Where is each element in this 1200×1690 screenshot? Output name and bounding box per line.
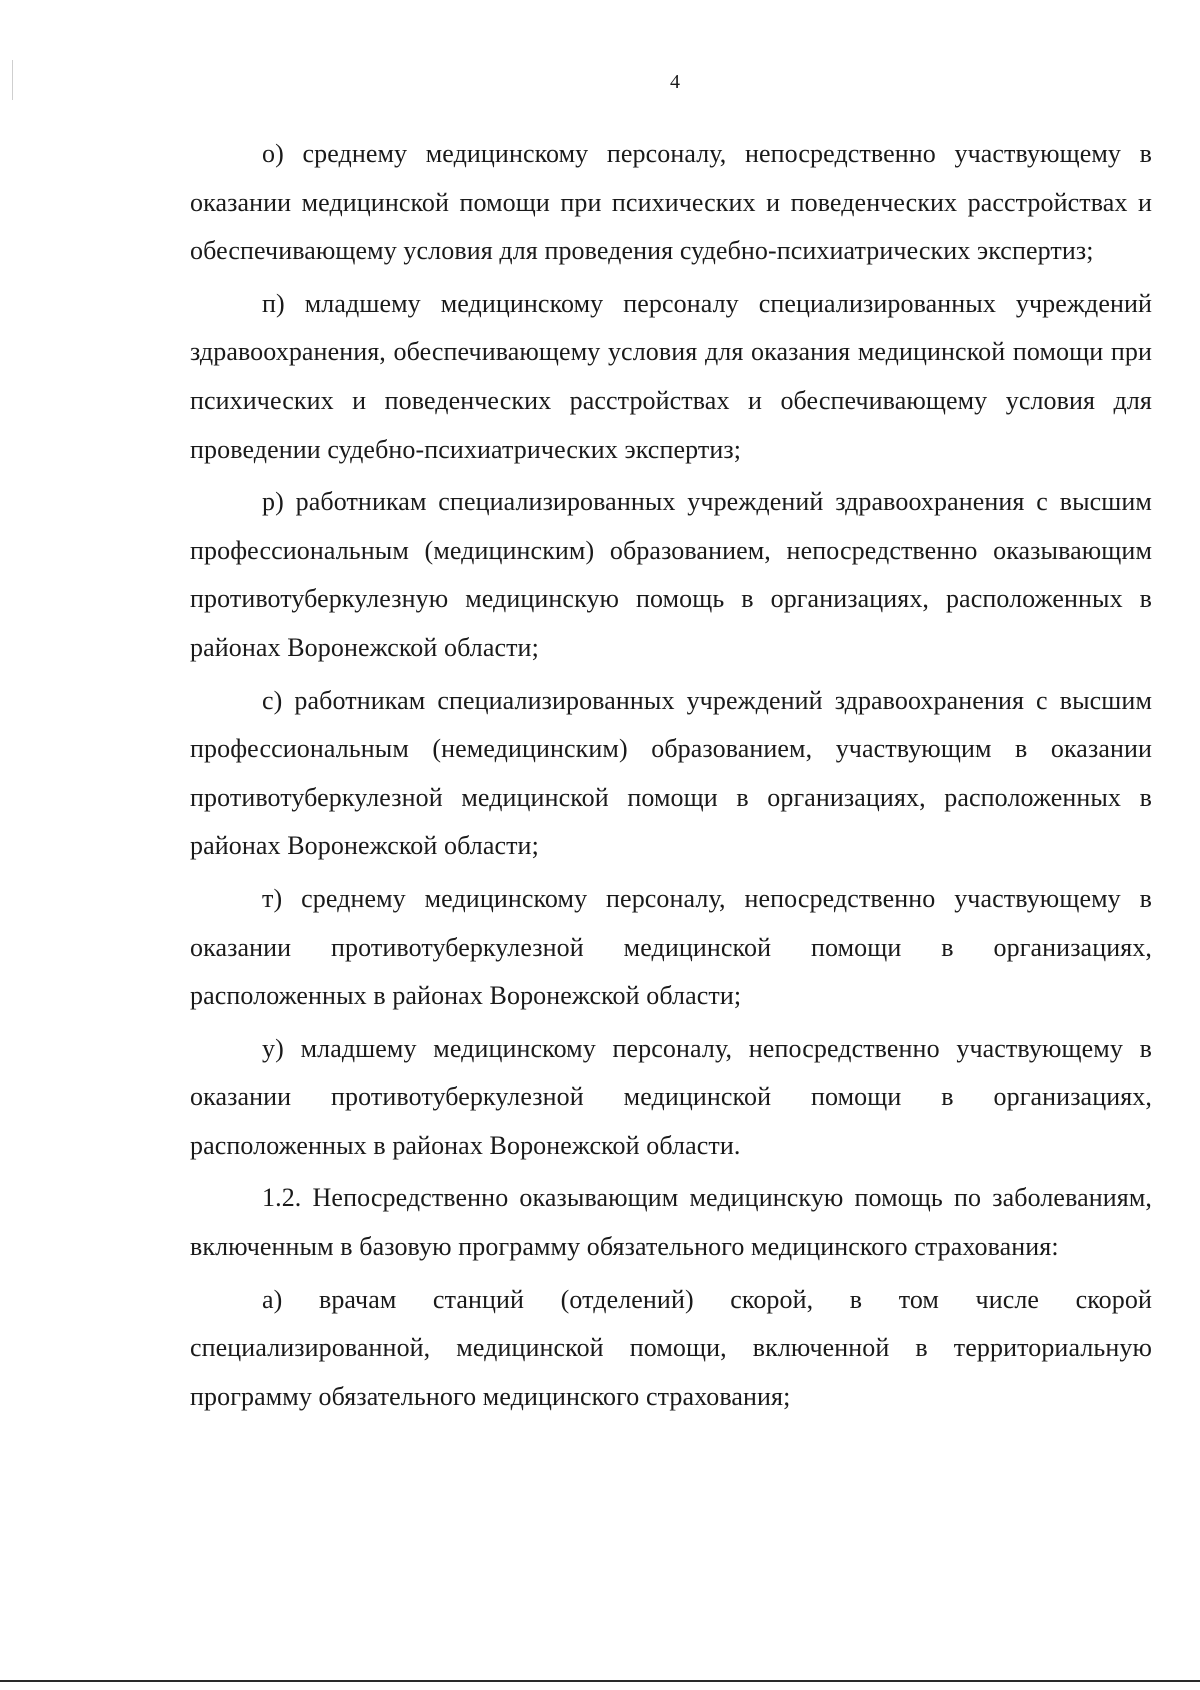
paragraph-t: т) среднему медицинскому персоналу, непосредственно участвующему в оказании противотуберкулезной медицинской помощи в организациях, расположенных в районах Воронежской области;: [190, 883, 1152, 1011]
paragraph-o: о) среднему медицинскому персоналу, непосредственно участвующему в оказании медицинской помощи при психических и поведенческих расстройствах и обеспечивающему условия для проведения судебно-психиатрических экспертиз;: [190, 139, 1152, 266]
paragraph-1-2: 1.2. Непосредственно оказывающим медицинскую помощь по заболеваниям, включенным в базовую программу обязательного медицинского страхования:: [190, 1183, 1152, 1262]
page-number: 4: [670, 71, 680, 93]
paragraph-p: п) младшему медицинскому персоналу специализированных учреждений здравоохранения, обеспечивающему условия для оказания медицинской помощи при психических и поведенческих расстройствах и обеспечивающему условия для проведении судебно-психиатрических экспертиз;: [190, 288, 1152, 464]
paragraph-r: р) работникам специализированных учреждений здравоохранения с высшим профессиональным (медицинским) образованием, непосредственно оказывающим противотуберкулезную медицинскую помощь в организациях, расположенных в районах Воронежской области;: [190, 487, 1152, 662]
document-body: [190, 130, 1152, 1425]
paragraph-u: у) младшему медицинскому персоналу, непосредственно участвующему в оказании противотуберкулезной медицинской помощи в организациях, расположенных в районах Воронежской области.: [190, 1033, 1152, 1160]
bottom-rule: [0, 1680, 1200, 1682]
paragraph-s: с) работникам специализированных учреждений здравоохранения с высшим профессиональным (немедицинским) образованием, участвующим в оказании противотуберкулезной медицинской помощи в организациях, расположенных в районах Воронежской области;: [190, 685, 1152, 861]
paragraph-a: а) врачам станций (отделений) скорой, в том числе скорой специализированной, медицинской помощи, включенной в территориальную программу обязательного медицинского страхования;: [190, 1284, 1152, 1411]
